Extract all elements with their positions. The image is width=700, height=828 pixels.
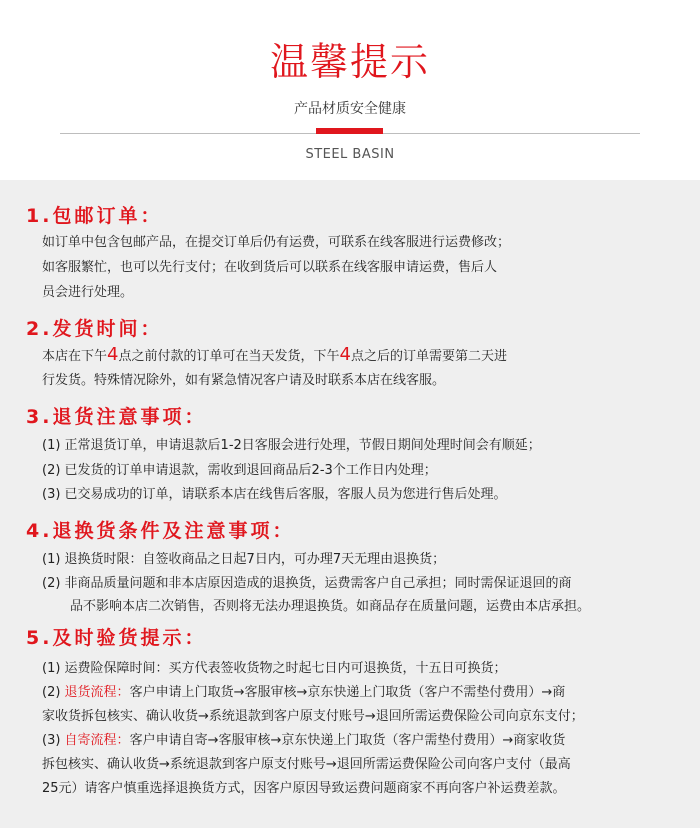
line-text: 客户申请自寄→客服审核→京东快递上门取货（客户需垫付费用）→商家收货 xyxy=(129,733,566,748)
line-text: 点之后的订单需要第二天进 xyxy=(350,349,507,364)
return-process-label: 退货流程： xyxy=(64,685,130,700)
notice-content xyxy=(0,180,700,828)
section-line: (2) 已发货的订单申请退款，需收到退回商品后2-3个工作日内处理； xyxy=(42,463,437,478)
section-line: (1) 正常退货订单，申请退款后1-2日客服会进行处理，节假日期间处理时间会有顺延； xyxy=(42,438,541,453)
line-prefix: (3) xyxy=(42,733,65,748)
section-line: 品不影响本店二次销售，否则将无法办理退换货。如商品存在质量问题，运费由本店承担。 xyxy=(70,599,591,614)
divider-accent xyxy=(316,128,383,134)
highlight-number: 4 xyxy=(107,344,119,365)
header xyxy=(0,0,700,180)
section-heading: 5.及时验货提示： xyxy=(26,627,207,649)
section-heading: 1.包邮订单： xyxy=(26,205,163,227)
line-text: 客户申请上门取货→客服审核→京东快递上门取货（客户不需垫付费用）→商 xyxy=(129,685,566,700)
section-line: (3) 已交易成功的订单，请联系本店在线售后客服，客服人员为您进行售后处理。 xyxy=(42,487,507,502)
section-heading: 3.退货注意事项： xyxy=(26,406,207,428)
english-caption: STEEL BASIN xyxy=(305,147,395,162)
line-prefix: (2) xyxy=(42,685,65,700)
page-subtitle: 产品材质安全健康 xyxy=(294,101,406,117)
section-line: 25元）请客户慎重选择退换货方式，因客户原因导致运费问题商家不再向客户补运费差款。 xyxy=(42,781,566,796)
section-line: 行发货。特殊情况除外，如有紧急情况客户请及时联系本店在线客服。 xyxy=(42,373,446,388)
section-heading: 2.发货时间： xyxy=(26,318,163,340)
section-line: (1) 运费险保障时间：买方代表签收货物之时起七日内可退换货，十五日可换货； xyxy=(42,661,507,676)
section-line: (2) 非商品质量问题和非本店原因造成的退换货，运费需客户自己承担；同时需保证退回的商 xyxy=(42,576,572,591)
section-line: 如订单中包含包邮产品，在提交订单后仍有运费，可联系在线客服进行运费修改； xyxy=(42,235,511,250)
page-title: 温馨提示 xyxy=(269,40,430,84)
section-line: 家收货拆包核实、确认收货→系统退款到客户原支付账号→退回所需运费保险公司向京东支付； xyxy=(42,709,584,724)
section-line xyxy=(42,684,565,702)
section-line: 员会进行处理。 xyxy=(42,285,134,300)
section-line: 拆包核实、确认收货→系统退款到客户原支付账号→退回所需运费保险公司向客户支付（最高 xyxy=(42,757,571,772)
section-heading: 4.退换货条件及注意事项： xyxy=(26,520,295,542)
line-text: 本店在下午 xyxy=(42,349,108,364)
line-text: 点之前付款的订单可在当天发货，下午 xyxy=(118,349,340,364)
section-line xyxy=(42,346,507,366)
highlight-number: 4 xyxy=(339,344,351,365)
section-line xyxy=(42,732,565,750)
section-line: 如客服繁忙，也可以先行支付；在收到货后可以联系在线客服申请运费，售后人 xyxy=(42,260,498,275)
self-send-process-label: 自寄流程： xyxy=(64,733,130,748)
section-line: (1) 退换货时限：自签收商品之日起7日内，可办理7天无理由退换货； xyxy=(42,552,446,567)
